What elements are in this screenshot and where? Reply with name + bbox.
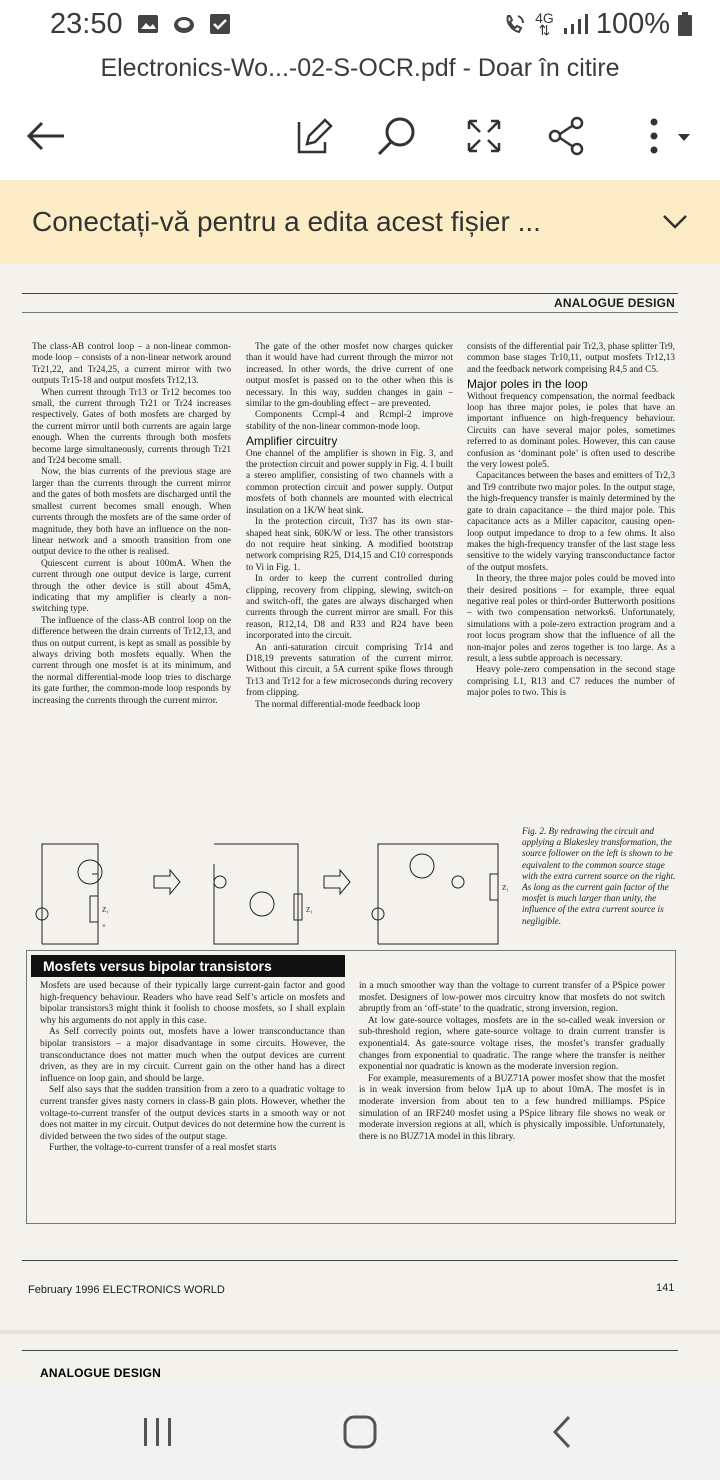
paragraph: In order to keep the current controlled during clipping, recovery from clipping, slewing, switch-on and switch-off, the gates are always discharged when currents through the current mirror are small. For this reason, R12,14, D8 and R33 and R24 have been incorporated into the circuit.: [246, 574, 453, 642]
paragraph: One channel of the amplifier is shown in Fig. 3, and the protection circuit and power supply in Fig. 4. I built a stereo amplifier, consisting of two channels with a common protection circuit and power supply. Output mosfets of both channels are mounted with electrical insulation on a 1K/W heat sink.: [246, 448, 453, 516]
page-footer-issue: February 1996 ELECTRONICS WORLD: [28, 1284, 225, 1296]
header-subrule: [22, 312, 678, 313]
paragraph: Mosfets are used because of their typically large current-gain factor and good high-frequency behaviour. Readers who have read Self’s article on mosfets and bipolar transistors3 might think it foolish to choose mosfets, so I shall explain why his arguments do not apply in this case.: [40, 981, 345, 1026]
checkbox-icon: [209, 14, 231, 34]
paragraph: Now, the bias currents of the previous stage are larger than the currents through the current mirror and the gates of both mosfets are discharged until the smallest current becomes small enough. When currents through the mosfets are of the same order of magnitude, they both have an influence on the non-linear network and a smooth transition from one output device to the other is realised.: [32, 467, 231, 558]
paragraph: in a much smoother way than the voltage to current transfer of a PSpice power mosfet. Designers of low-power mos circuitry know that mosfets do not switch abruptly from an ‘off-state’ to the quadratic, strong inversion, region.: [359, 981, 665, 1015]
section-heading: Amplifier circuitry: [246, 434, 338, 449]
article-column-2: [246, 342, 453, 711]
paragraph: At low gate-source voltages, mosfets are in the so-called weak inversion or sub-threshold region, where gate-source voltage to drain current transfer is exponential4. As gate-source voltage rises, the mosfet’s transfer gradually changes from exponential to quadratic. The range where the transfer is neither exponential nor quadratic is known as the moderate inversion region.: [359, 1015, 665, 1073]
figure-caption: Fig. 2. By redrawing the circuit and applying a Blakesley transformation, the source follower on the left is shown to be equivalent to the common source stage with the extra current source on the right. As long as the current gain factor of the mosfet is much larger than unity, the influence of the extra current source is negligible.: [522, 826, 676, 926]
document-title: Electronics-Wo...-02-S-OCR.pdf - Doar în citire: [100, 54, 620, 82]
paragraph: As Self correctly points out, mosfets have a lower transconductance than bipolar transistors – a major disadvantage in some circuits. However, the transconductance does not matter much when the output devices are current driven, as they are in my circuit. Current gain on the other hand has a direct influence on loop gain, and should be large.: [40, 1027, 345, 1084]
article-column-1: [32, 342, 231, 707]
search-button[interactable]: [368, 108, 424, 164]
arrow-left-icon: [26, 120, 66, 152]
edit-signin-banner[interactable]: [0, 180, 720, 264]
pen-edit-icon: [295, 116, 333, 156]
recent-apps-icon: [141, 1415, 175, 1449]
banner-text: Conectați-vă pentru a edita acest fișier ...: [32, 206, 541, 237]
section-heading: Major poles in the loop: [467, 377, 588, 392]
signal-icon: [562, 13, 588, 35]
pdf-page: [0, 264, 720, 1330]
paragraph: The gate of the other mosfet now charges quicker than it would have had current through the mirror not increased. In other words, the drive current of one output mosfet is passed on to the other when this is necessary. In this way, sudden changes in gain – similar to the gm-doubling effect – are prevented.: [246, 342, 453, 410]
paragraph: For example, measurements of a BUZ71A power mosfet show that the mosfet is in weak inversion from below 1µA up to about 10mA. The mosfet is in moderate inversion from about ten to a few hundred milliamps. PSpice simulation of an IRF240 mosfet using a PSpice library file shows no weak or moderate inversion regions at all, which is physically impossible. Unfortunately, there is no BUZ71A model in this library.: [359, 1073, 665, 1142]
gallery-icon: [137, 14, 159, 34]
paragraph: Quiescent current is about 100mA. When the current through one output device is large, current through the other device is still about 45mA, indicating that my amplifier is clearly a non-switching type.: [32, 558, 231, 615]
network-type-label: 4G ⇅: [535, 10, 554, 38]
more-options-button[interactable]: [630, 108, 700, 164]
header-rule: [22, 293, 678, 294]
fullscreen-button[interactable]: [456, 108, 512, 164]
toolbar: [0, 96, 720, 176]
wifi-call-icon: [503, 12, 527, 36]
sidebar-boxout: [26, 950, 676, 1224]
paragraph: Further, the voltage-to-current transfer of a real mosfet starts: [49, 1143, 277, 1154]
boxout-column-1: [40, 981, 345, 1155]
back-button[interactable]: [18, 108, 74, 164]
paragraph: Without frequency compensation, the normal feedback loop has three major poles, ie poles that have an important influence on high-frequency behaviour. Circuits can have several major poles, sometimes referred to as dominant poles. However, this can cause confusion as ‘dominant pole’ is often used to describe the very lowest pole5.: [467, 391, 675, 471]
document-viewer[interactable]: [0, 264, 720, 1384]
paragraph: Self also says that the sudden transition from a zero to a quadratic voltage to current transfer gives nasty corners in class-B gain plots. However, whether the voltage-to-current transfer of the output devices starts in a smooth way or not does not matter in my circuit. Output devices do not determine how the current is divided between the two sides of the output stage.: [40, 1085, 345, 1142]
share-icon: [547, 116, 585, 156]
edit-button[interactable]: [286, 108, 342, 164]
paragraph: Components Ccmpl-4 and Rcmpl-2 improve stability of the non-linear common-mode loop.: [246, 410, 453, 432]
boxout-title: Mosfets versus bipolar transistors: [31, 955, 345, 977]
home-button[interactable]: [330, 1408, 390, 1456]
section-tag: ANALOGUE DESIGN: [554, 296, 676, 310]
fullscreen-icon: [466, 118, 502, 154]
share-button[interactable]: [538, 108, 594, 164]
paragraph: In the protection circuit, Tr37 has its own star-shaped heat sink, 60K/W or less. The other transistors do not require heat sinking. A modified bootstrap network comprising R25, D14,15 and C10 corresponds to Vi in Fig. 1.: [246, 517, 453, 573]
paragraph: When current through Tr13 or Tr12 becomes too small, the current through Tr21 or Tr24 increases respectively. Gates of both mosfets are charged by the current mirror until both currents are again large enough. When the currents through both mosfets become large simultaneously, currents through Tr21 and Tr24 become small.: [32, 387, 231, 467]
search-icon: [375, 115, 417, 157]
more-vertical-icon: [640, 116, 690, 156]
boxout-column-2: [359, 981, 665, 1143]
diagram-label: Z₁: [102, 906, 109, 914]
footer-rule: [22, 1260, 678, 1261]
home-icon: [342, 1414, 378, 1450]
paragraph: The normal differential-mode feedback loop: [255, 699, 421, 710]
paragraph: Heavy pole-zero compensation in the second stage comprising L1, R13 and C7 reduces the number of major poles to two. This is: [467, 665, 675, 699]
system-navigation-bar: [0, 1384, 720, 1480]
diagram-label: Z₁: [502, 884, 509, 892]
paragraph: An anti-saturation circuit comprising Tr14 and D18,19 prevents saturation of the current mirror. Without this circuit, a 5A current spike flows through Tr13 and Tr12 for a few microseconds during recovery from clipping.: [246, 642, 453, 699]
paragraph: The class-AB control loop – a non-linear common-mode loop – consists of a non-linear network around Tr21,22, and Tr24,25, a current mirror with two outputs Tr15-18 and output mosfets Tr12,13.: [32, 342, 231, 387]
page-number: 141: [656, 1282, 675, 1294]
header-rule: [22, 1350, 678, 1351]
section-tag: ANALOGUE DESIGN: [40, 1366, 162, 1380]
recent-apps-button[interactable]: [128, 1408, 188, 1456]
battery-percent: 100%: [595, 7, 670, 40]
battery-icon: [678, 12, 692, 36]
paragraph: The influence of the class-AB control loop on the difference between the drain currents of Tr12,13, and thus on output current, is kept as small as possible by always driving both mosfets equally. When the current through one mosfet is at its minimum, and the normal differential-mode loop tries to discharge its gate further, the common-mode loop responds by increasing the currents through the current mirror.: [32, 615, 231, 706]
paragraph: consists of the differential pair Tr2,3, phase splitter Tr9, common base stages Tr10,11, output mosfets Tr12,13 and the feedback network comprising R4,5 and C5.: [467, 342, 675, 375]
circuit-diagram: [28, 824, 518, 948]
back-nav-button[interactable]: [532, 1408, 592, 1456]
chevron-down-icon[interactable]: [662, 214, 688, 230]
paragraph: Capacitances between the bases and emitters of Tr2,3 and Tr9 contribute two major poles. In the output stage, the high-frequency transfer is mainly determined by the gate to drain capacitance – the third major pole. This capacitance acts as a Miller capacitor, causing open-loop output impedance to drop to a few ohms. It also makes the high-frequency transfer of the last stage less sensitive to the widely varying transconductance factor of the output mosfets.: [467, 471, 675, 573]
article-column-3: [467, 342, 675, 700]
status-time: 23:50: [50, 7, 123, 40]
status-bar: [0, 0, 720, 48]
paragraph: In theory, the three major poles could be moved into their desired positions – for example, three equal negative real poles or third-order Butterworth positions – with two compensation networks6. Unfortunately, simulations with a pole-zero extraction program and a root locus program show that the influence of all the non-major poles and zeros together is too large. As a result, a less subtle approach is necessary.: [467, 574, 675, 664]
cloud-icon: [173, 14, 195, 34]
pdf-page-next: [0, 1334, 720, 1384]
back-chevron-icon: [547, 1414, 577, 1450]
diagram-label: Z₁: [306, 906, 313, 914]
diagram-label: +: [102, 922, 106, 930]
